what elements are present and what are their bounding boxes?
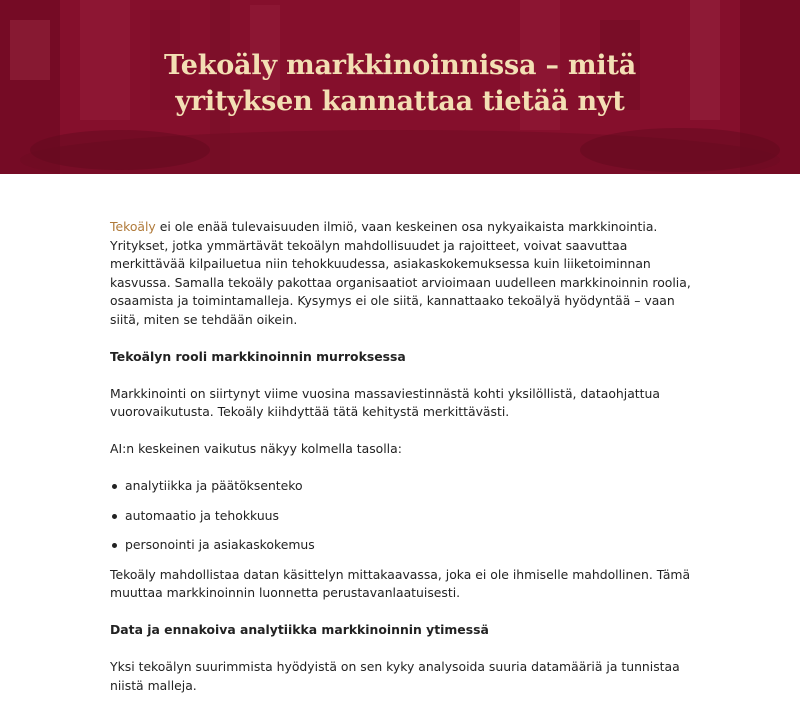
section-heading-rooli: Tekoälyn rooli markkinoinnin murroksessa — [110, 348, 406, 364]
article-body — [110, 218, 692, 714]
intro-paragraph — [110, 218, 692, 329]
list-item: automaatio ja tehokkuus — [125, 507, 692, 526]
tekoaly-link[interactable]: Tekoäly — [110, 219, 156, 234]
page-title-line-1: Tekoäly markkinoinnissa – mitä — [163, 50, 637, 81]
paragraph-vaikutus: AI:n keskeinen vaikutus näkyy kolmella tasolla: — [110, 441, 402, 456]
page-title — [0, 48, 800, 120]
paragraph-markkinointi: Markkinointi on siirtynyt viime vuosina massaviestinnästä kohti yksilöllistä, dataohjattua vuorovaikutusta. Tekoäly kiihdyttää tätä kehitystä merkittävästi. — [110, 385, 660, 419]
paragraph-hyodyt: Yksi tekoälyn suurimmista hyödyistä on sen kyky analysoida suuria datamääriä ja tunnistaa niistä malleja. — [110, 659, 680, 693]
intro-text: ei ole enää tulevaisuuden ilmiö, vaan keskeinen osa nykyaikaista markkinointia. Yritykset, jotka ymmärtävät tekoälyn mahdollisuudet ja rajoitteet, voivat saavuttaa merkittävää kilpailuetua niin tehokkuudessa, asiakaskokemuksessa kuin liiketoiminnan kasvussa. Samalla tekoäly pakottaa organisaatiot arvioimaan uudelleen markkinoinnin roolia, osaamista ja toimintamalleja. Kysymys ei ole siitä, kannattaako tekoälyä hyödyntää – vaan siitä, miten se tehdään oikein. — [110, 219, 691, 327]
list-item: analytiikka ja päätöksenteko — [125, 477, 692, 496]
hero-banner — [0, 0, 800, 174]
paragraph-mittakaava: Tekoäly mahdollistaa datan käsittelyn mittakaavassa, joka ei ole ihmiselle mahdollinen. Tämä muuttaa markkinoinnin luonnetta perustavanlaatuisesti. — [110, 566, 691, 600]
section-heading-data: Data ja ennakoiva analytiikka markkinoinnin ytimessä — [110, 622, 489, 637]
list-item: personointi ja asiakaskokemus — [125, 536, 692, 555]
page-title-line-2: yrityksen kannattaa tietää nyt — [175, 86, 625, 117]
bullet-list — [110, 477, 692, 555]
